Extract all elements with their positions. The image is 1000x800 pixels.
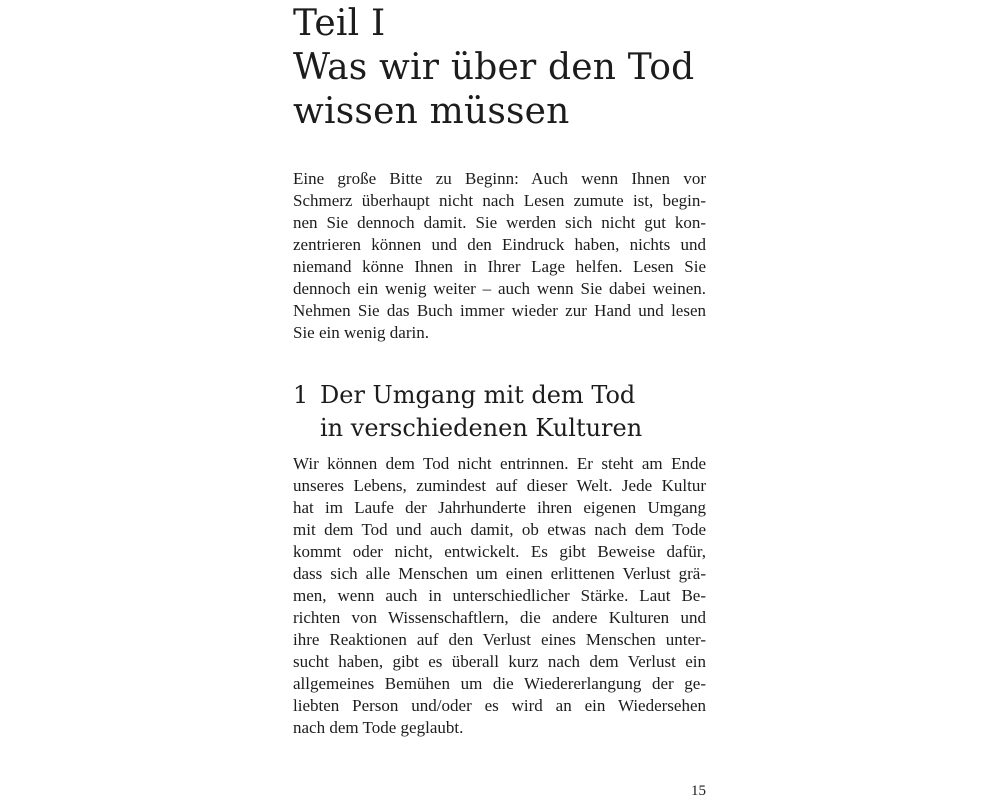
- part-title-line: Teil I: [293, 3, 386, 44]
- text-line: dennoch ein wenig weiter – auch wenn Sie dabei weinen.: [293, 279, 706, 298]
- text-line: Wir können dem Tod nicht entrinnen. Er steht am Ende: [293, 454, 706, 473]
- text-line: niemand könne Ihnen in Ihrer Lage helfen. Lesen Sie: [293, 257, 706, 276]
- text-line: Schmerz überhaupt nicht nach Lesen zumute ist, begin-: [293, 191, 706, 210]
- text-line: kommt oder nicht, entwickelt. Es gibt Beweise dafür,: [293, 542, 706, 561]
- text-line: nach dem Tode geglaubt.: [293, 718, 464, 737]
- text-line: dass sich alle Menschen um einen erlittenen Verlust grä-: [293, 564, 706, 583]
- text-line: nen Sie dennoch damit. Sie werden sich nicht gut kon-: [293, 213, 706, 232]
- page-number: 15: [691, 783, 706, 799]
- intro-paragraph: [293, 168, 706, 344]
- text-line: Nehmen Sie das Buch immer wieder zur Hand und lesen: [293, 301, 706, 320]
- body-paragraph: [293, 453, 706, 739]
- chapter-title-line: in verschiedenen Kulturen: [320, 414, 643, 442]
- text-line: mit dem Tod und auch damit, ob etwas nach dem Tode: [293, 520, 706, 539]
- text-line: hat im Laufe der Jahrhunderte ihren eigenen Umgang: [293, 498, 706, 517]
- text-line: sucht haben, gibt es überall kurz nach dem Verlust ein: [293, 652, 706, 671]
- chapter-title-line: Der Umgang mit dem Tod: [320, 381, 636, 409]
- chapter-heading: [293, 379, 706, 445]
- text-line: men, wenn auch in unterschiedlicher Stärke. Laut Be-: [293, 586, 706, 605]
- chapter-number: 1: [293, 381, 309, 409]
- text-line: richten von Wissenschaftlern, die andere Kulturen und: [293, 608, 706, 627]
- part-title-line: wissen müssen: [293, 91, 570, 132]
- text-line: liebten Person und/oder es wird an ein Wiedersehen: [293, 696, 706, 715]
- text-line: Eine große Bitte zu Beginn: Auch wenn Ihnen vor: [293, 169, 706, 188]
- text-line: Sie ein wenig darin.: [293, 323, 429, 342]
- part-title: [293, 2, 706, 134]
- text-line: ihre Reaktionen auf den Verlust eines Menschen unter-: [293, 630, 706, 649]
- book-page: [293, 0, 706, 800]
- text-line: zentrieren können und den Eindruck haben, nichts und: [293, 235, 706, 254]
- part-title-line: Was wir über den Tod: [293, 47, 695, 88]
- text-line: allgemeines Bemühen um die Wiedererlangung der ge-: [293, 674, 706, 693]
- text-line: unseres Lebens, zumindest auf dieser Welt. Jede Kultur: [293, 476, 706, 495]
